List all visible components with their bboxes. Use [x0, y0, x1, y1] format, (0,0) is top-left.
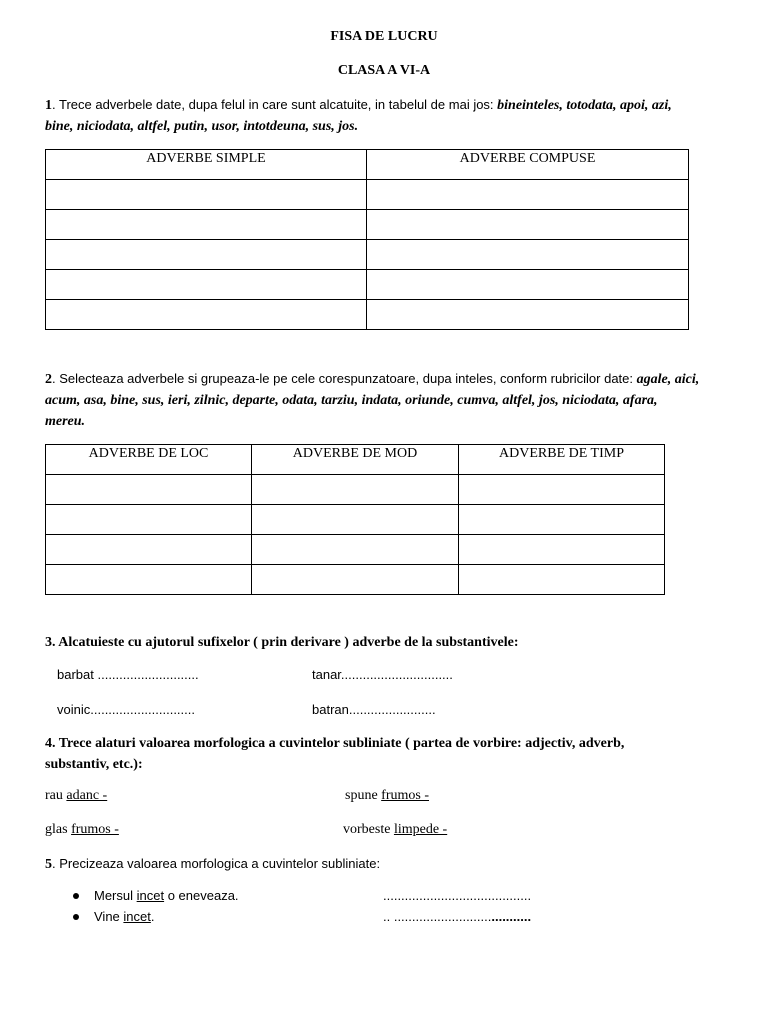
underlined-word: frumos - — [381, 788, 429, 803]
bullet-icon — [73, 893, 79, 899]
column-header-adverbe-de-loc: ADVERBE DE LOC — [46, 445, 252, 475]
item-prefix: rau — [45, 788, 67, 803]
table-row — [46, 535, 665, 565]
word-label: tanar — [312, 667, 341, 682]
answer-cell[interactable] — [46, 535, 252, 565]
answer-blank-1[interactable] — [383, 888, 531, 903]
table-adverbe-loc-mod-timp — [45, 444, 665, 595]
table-row — [46, 270, 689, 300]
exercise-2-instruction — [45, 368, 715, 432]
exercise-3-number: 3 — [45, 635, 52, 650]
answer-cell[interactable] — [46, 270, 367, 300]
exercise-1-number: 1 — [45, 98, 52, 113]
answer-cell[interactable] — [459, 475, 665, 505]
answer-blank[interactable]: ............................... — [340, 667, 453, 682]
table-row — [46, 475, 665, 505]
underlined-word: limpede - — [393, 822, 448, 837]
exercise-4-instruction — [45, 733, 715, 775]
underlined-word: incet — [136, 888, 165, 903]
column-header-adverbe-de-timp: ADVERBE DE TIMP — [459, 445, 665, 475]
table-adverbe-simple-compuse — [45, 149, 689, 330]
answer-blank[interactable]: ............................ — [93, 667, 199, 682]
answer-blank[interactable]: ............................. — [90, 702, 195, 717]
answer-cell[interactable] — [46, 565, 252, 595]
exercise-5-instruction — [45, 853, 715, 875]
sentence-text: Vine — [94, 909, 124, 924]
column-header-adverbe-de-mod: ADVERBE DE MOD — [252, 445, 459, 475]
answer-cell[interactable] — [252, 475, 459, 505]
worksheet-title: FISA DE LUCRU — [330, 29, 438, 44]
answer-cell[interactable] — [46, 300, 367, 330]
derivation-item-voinic — [57, 702, 195, 717]
exercise-2-words-line1: agale, aici, — [636, 372, 700, 387]
answer-cell[interactable] — [46, 180, 367, 210]
table-row — [46, 565, 665, 595]
answer-cell[interactable] — [252, 505, 459, 535]
table-row — [46, 210, 689, 240]
exercise-3-text: . Alcatuieste cu ajutorul sufixelor ( prin derivare ) adverbe de la substantivele: — [52, 635, 519, 650]
answer-cell[interactable] — [367, 210, 689, 240]
underlined-word: incet — [123, 909, 151, 924]
column-header-adverbe-simple: ADVERBE SIMPLE — [46, 150, 367, 180]
answer-cell[interactable] — [46, 475, 252, 505]
sentence-item-1 — [94, 888, 239, 903]
sentence-text: o eneveaza. — [164, 888, 239, 903]
exercise-2-number: 2 — [45, 372, 52, 387]
answer-dots[interactable]: ......................................... — [383, 888, 532, 903]
sentence-text: . — [150, 909, 155, 924]
morph-item-rau-adanc — [45, 788, 107, 804]
word-label: voinic — [57, 702, 91, 717]
word-label: barbat — [57, 667, 94, 682]
bullet-icon — [73, 914, 79, 920]
derivation-item-barbat — [57, 667, 199, 682]
answer-dots-bold[interactable]: ........... — [491, 909, 532, 924]
answer-blank[interactable]: ........................ — [348, 702, 436, 717]
class-subtitle: CLASA A VI-A — [337, 63, 431, 78]
derivation-item-batran — [312, 702, 436, 717]
answer-cell[interactable] — [367, 240, 689, 270]
exercise-5-text: . Precizeaza valoarea morfologica a cuvintelor subliniate: — [52, 856, 381, 871]
exercise-4-text: Trece alaturi valoarea morfologica a cuvintelor subliniate ( partea de vorbire: adjectiv, adverb, — [55, 736, 625, 751]
item-prefix: glas — [45, 822, 72, 837]
answer-cell[interactable] — [252, 535, 459, 565]
answer-cell[interactable] — [367, 300, 689, 330]
exercise-4-number: 4. — [45, 736, 56, 751]
morph-item-spune-frumos — [345, 788, 429, 804]
table-row — [46, 300, 689, 330]
answer-cell[interactable] — [46, 210, 367, 240]
exercise-1-words-line1: bineinteles, totodata, apoi, azi, — [497, 98, 672, 113]
column-header-adverbe-compuse: ADVERBE COMPUSE — [367, 150, 689, 180]
table-row — [46, 240, 689, 270]
underlined-word: frumos - — [71, 822, 119, 837]
answer-blank-2[interactable] — [383, 909, 531, 924]
morph-item-glas-frumos — [45, 822, 119, 838]
answer-cell[interactable] — [46, 505, 252, 535]
answer-cell[interactable] — [459, 565, 665, 595]
exercise-2-words-line3: mereu. — [45, 414, 86, 429]
underlined-word: adanc - — [66, 788, 108, 803]
exercise-1-words-line2: bine, niciodata, altfel, putin, usor, intotdeuna, sus, jos. — [45, 119, 359, 134]
sentence-item-2 — [94, 909, 155, 924]
table-row — [46, 180, 689, 210]
exercise-2-words-line2: acum, asa, bine, sus, ieri, zilnic, departe, odata, tarziu, indata, oriunde, cumva, altfel, jos, niciodata, afara, — [45, 393, 658, 408]
exercise-4-text-line2: substantiv, etc.): — [45, 757, 143, 772]
answer-cell[interactable] — [367, 180, 689, 210]
table-row — [46, 505, 665, 535]
item-prefix: spune — [345, 788, 382, 803]
answer-cell[interactable] — [46, 240, 367, 270]
word-label: batran — [312, 702, 349, 717]
answer-cell[interactable] — [367, 270, 689, 300]
exercise-1-text: . Trece adverbele date, dupa felul in care sunt alcatuite, in tabelul de mai jos: — [52, 97, 498, 112]
answer-dots[interactable]: .. ........................... — [383, 909, 492, 924]
answer-cell[interactable] — [459, 535, 665, 565]
derivation-item-tanar — [312, 667, 453, 682]
answer-cell[interactable] — [252, 565, 459, 595]
exercise-2-text: . Selecteaza adverbele si grupeaza-le pe cele corespunzatoare, dupa inteles, conform rubricilor date: — [52, 371, 637, 386]
morph-item-vorbeste-limpede — [343, 822, 447, 838]
exercise-5-number: 5 — [45, 857, 52, 872]
sentence-text: Mersul — [94, 888, 137, 903]
item-prefix: vorbeste — [343, 822, 394, 837]
answer-cell[interactable] — [459, 505, 665, 535]
exercise-1-instruction — [45, 94, 715, 137]
exercise-3-instruction — [45, 632, 715, 653]
